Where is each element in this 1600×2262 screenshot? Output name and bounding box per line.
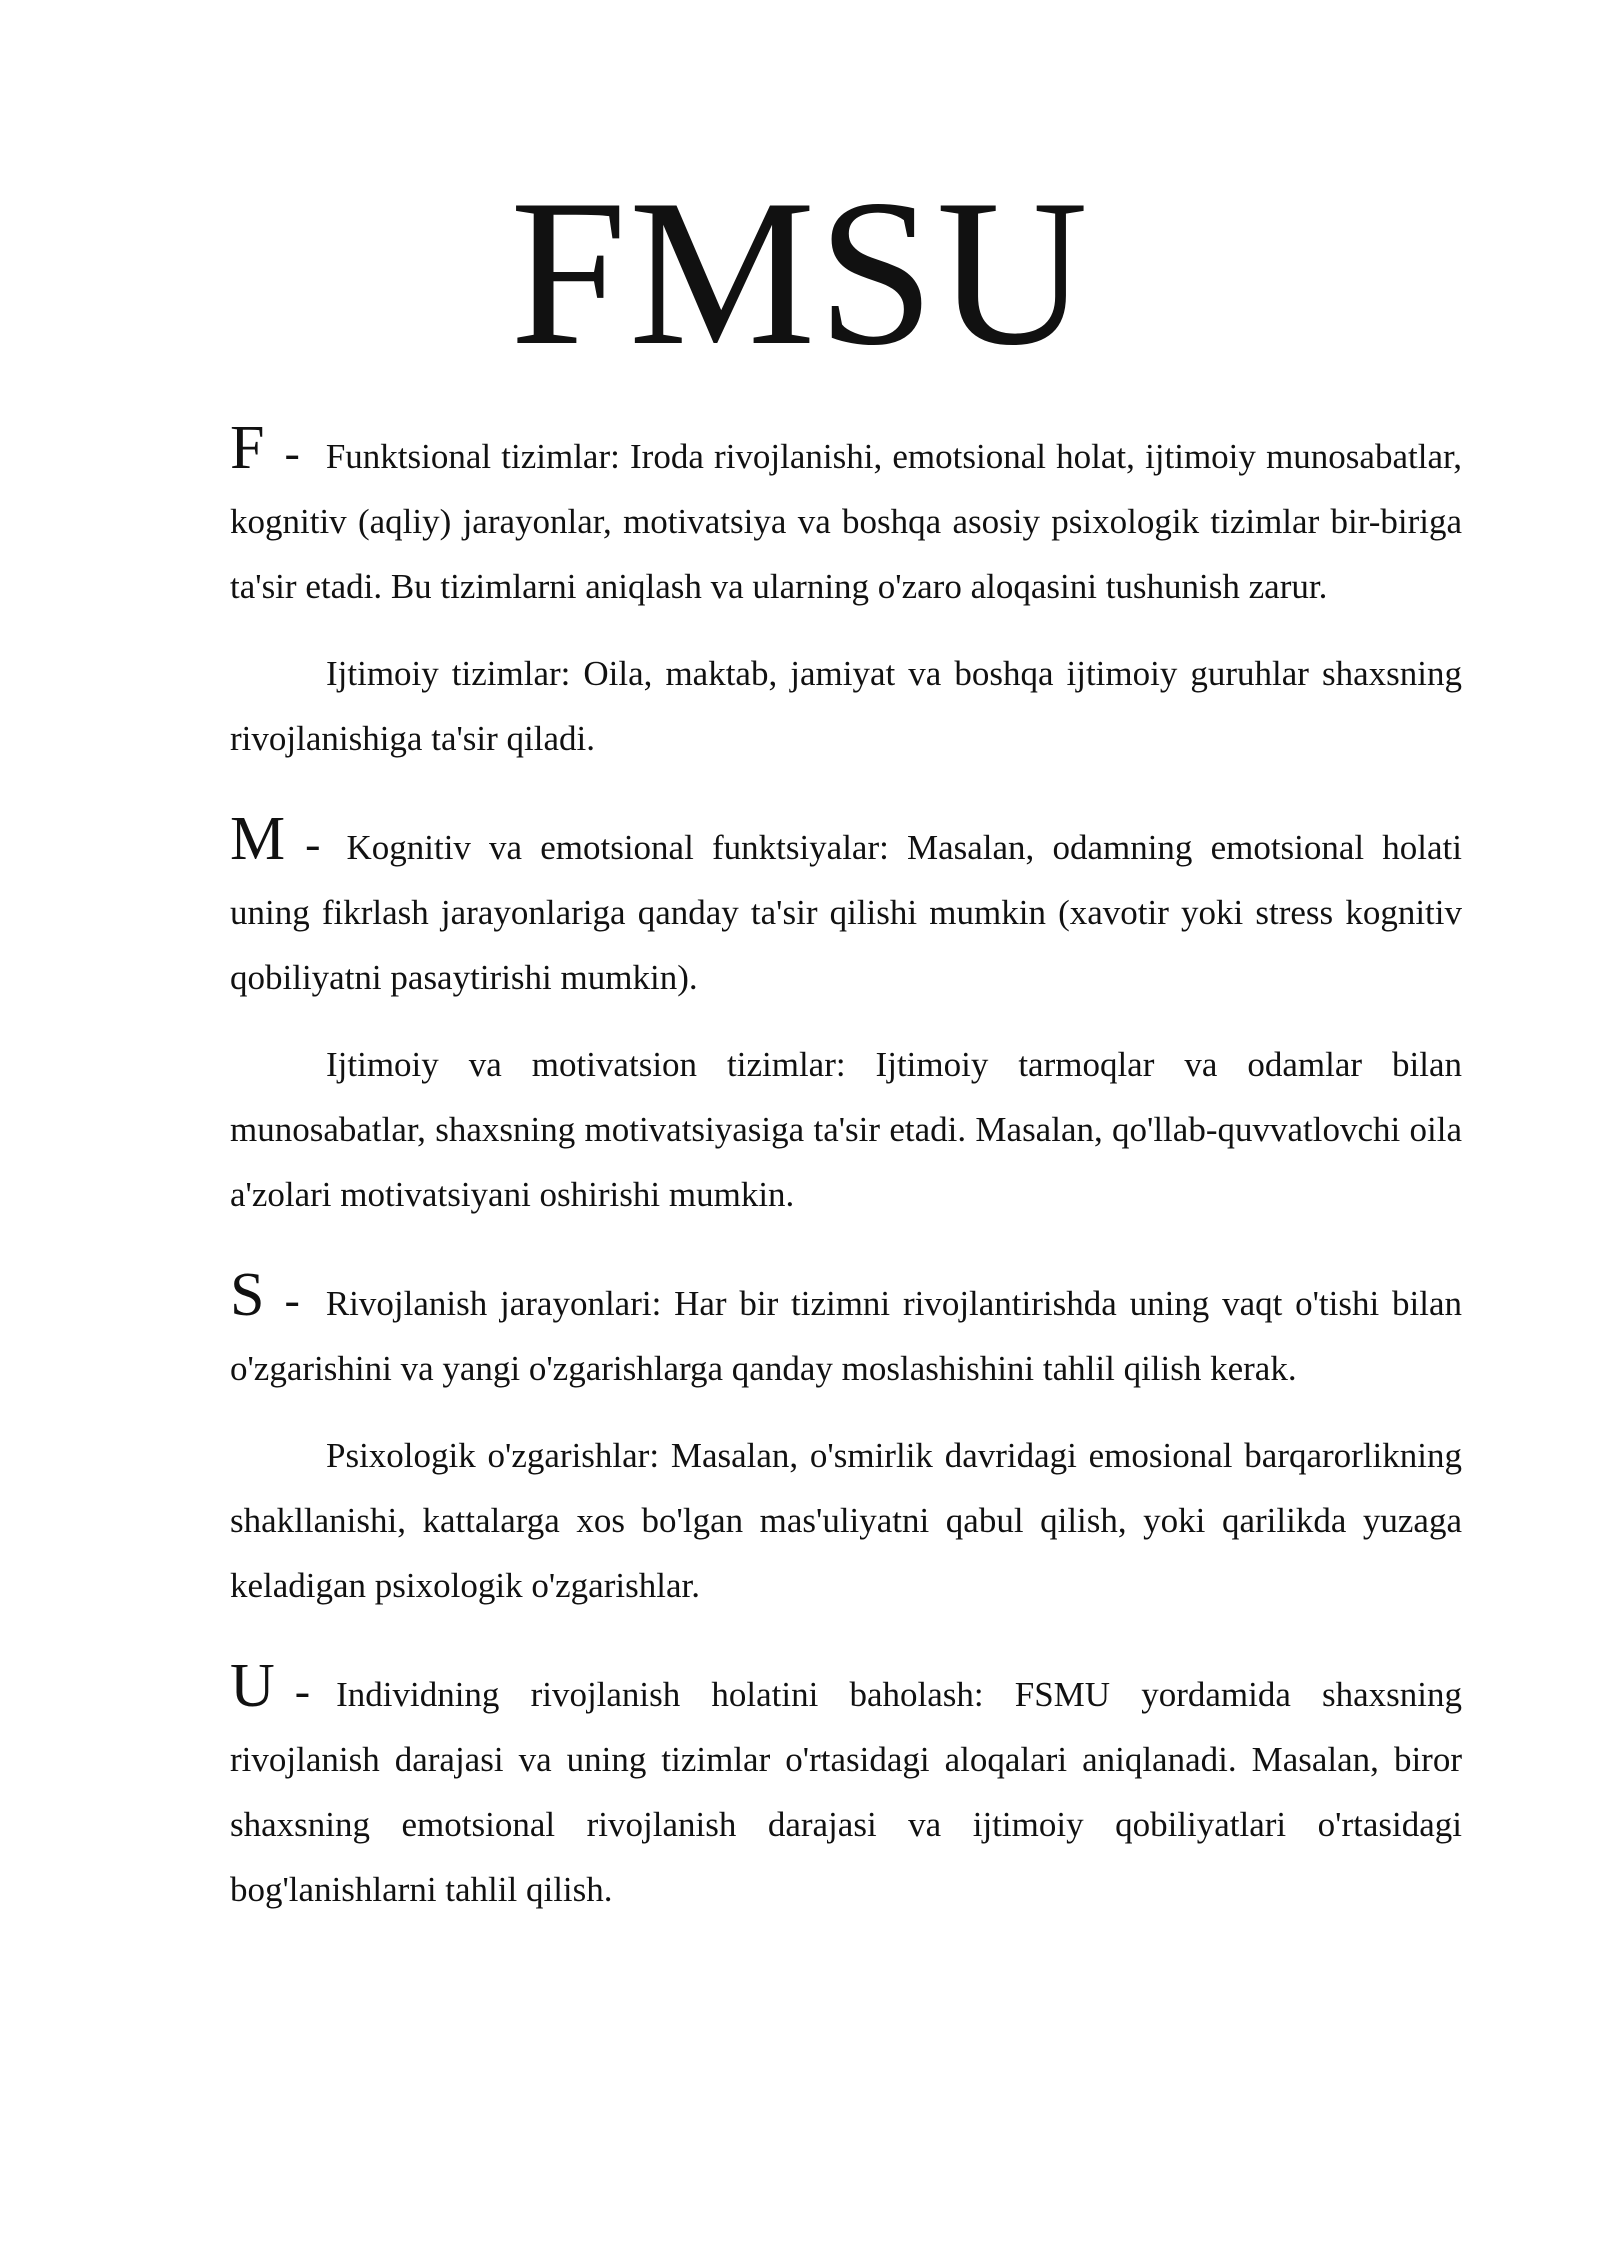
section-u-lead-paragraph: [230, 1652, 1462, 1922]
section-f-lead-paragraph: [230, 414, 1462, 619]
section-s-detail-paragraph: Psixologik o'zgarishlar: Masalan, o'smirlik davridagi emosional barqarorlikning shakllanishi, kattalarga xos bo'lgan mas'uliyatni qabul qilish, yoki qarilikda yuzaga keladigan psixologik o'zgarishlar.: [230, 1436, 1462, 1605]
section-s-dash: -: [284, 1274, 300, 1325]
section-u: [230, 1652, 1462, 1922]
page-title: FMSU: [510, 157, 1090, 389]
section-u-lead-text: Individning rivojlanish holatini baholash: FSMU yordamida shaxsning rivojlanish darajasi va uning tizimlar o'rtasidagi aloqalari aniqlanadi. Masalan, biror shaxsning emotsional rivojlanish darajasi va ijtimoiy qobiliyatlari o'rtasidagi bog'lanishlarni tahlil qilish.: [230, 1675, 1462, 1909]
section-m-letter: M: [230, 805, 286, 873]
section-s-letter: S: [230, 1261, 265, 1329]
section-f: [230, 414, 1462, 771]
section-f-lead-text: Funktsional tizimlar: Iroda rivojlanishi, emotsional holat, ijtimoiy munosabatlar, kognitiv (aqliy) jarayonlar, motivatsiya va boshqa asosiy psixologik tizimlar bir-biriga ta'sir etadi. Bu tizimlarni aniqlash va ularning o'zaro aloqasini tushunish zarur.: [230, 437, 1462, 606]
section-m-detail-paragraph: Ijtimoiy va motivatsion tizimlar: Ijtimoiy tarmoqlar va odamlar bilan munosabatlar, shaxsning motivatsiyasiga ta'sir etadi. Masalan, qo'llab-quvvatlovchi oila a'zolari motivatsiyani oshirishi mumkin.: [230, 1045, 1462, 1214]
section-m-lead-paragraph: [230, 805, 1462, 1010]
section-f-dash: -: [284, 427, 300, 478]
section-s: [230, 1261, 1462, 1618]
section-s-lead-paragraph: [230, 1261, 1462, 1401]
document-body: [230, 414, 1462, 1944]
section-m-lead-text: Kognitiv va emotsional funktsiyalar: Masalan, odamning emotsional holati uning fikrlash jarayonlariga qanday ta'sir qilishi mumkin (xavotir yoki stress kognitiv qobiliyatni pasaytirishi mumkin).: [230, 828, 1462, 997]
section-u-letter: U: [230, 1652, 275, 1720]
section-f-letter: F: [230, 414, 265, 482]
section-u-dash: -: [294, 1665, 311, 1716]
section-m-dash: -: [305, 818, 321, 869]
section-m: [230, 805, 1462, 1227]
section-s-lead-text: Rivojlanish jarayonlari: Har bir tizimni rivojlantirishda uning vaqt o'tishi bilan o'zgarishini va yangi o'zgarishlarga qanday moslashishini tahlil qilish kerak.: [230, 1284, 1462, 1388]
section-f-detail-paragraph: Ijtimoiy tizimlar: Oila, maktab, jamiyat va boshqa ijtimoiy guruhlar shaxsning rivojlanishiga ta'sir qiladi.: [230, 654, 1462, 758]
